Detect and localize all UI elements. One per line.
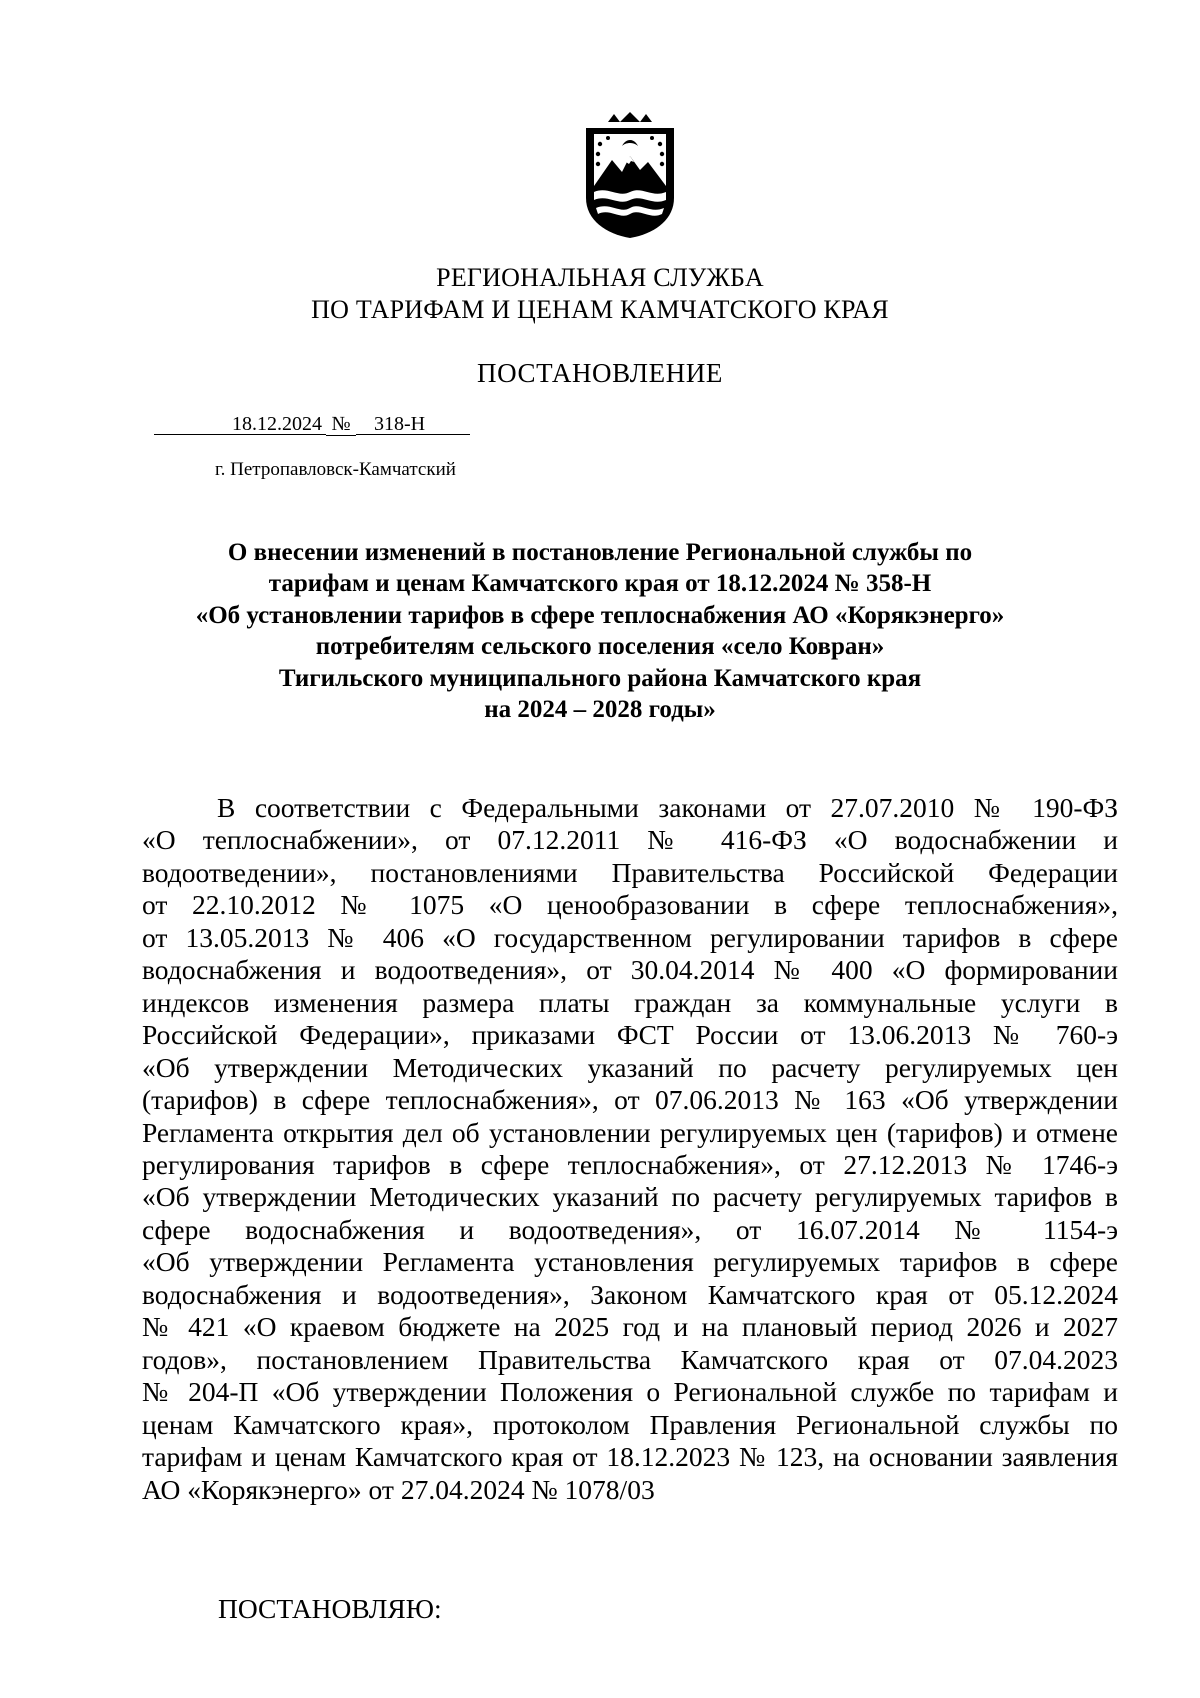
preamble-line: «Об утверждении Методических указаний по расчету регулируемых тарифов в [142,1181,1118,1213]
document-date: 18.12.2024 [154,411,326,435]
org-name-line1: РЕГИОНАЛЬНАЯ СЛУЖБА [436,263,764,292]
document-number: 318-Н [356,411,470,435]
preamble-line: водоснабжения и водоотведения», от 30.04.2014 № 400 «О формировании [142,954,1118,986]
preamble-paragraph [142,792,1118,1506]
preamble-line: индексов изменения размера платы граждан за коммунальные услуги в [142,986,1118,1018]
preamble-line: «О теплоснабжении», от 07.12.2011 № 416-ФЗ «О водоснабжении и [142,824,1118,856]
title-line: потребителям сельского поселения «село Ковран» [315,633,885,661]
preamble-line: В соответствии с Федеральными законами от 27.07.2010 № 190-ФЗ [217,792,1118,823]
preamble-line: АО «Корякэнерго» от 27.04.2024 № 1078/03 [142,1473,655,1505]
number-sign: № [326,411,356,436]
resolution-label: ПОСТАНОВЛЯЮ: [218,1593,442,1624]
preamble-line: водоснабжения и водоотведения», Законом Камчатского края от 05.12.2024 [142,1278,1118,1310]
preamble-line: Российской Федерации», приказами ФСТ России от 13.06.2013 № 760-э [142,1019,1118,1051]
preamble-line: «Об утверждении Регламента установления регулируемых тарифов в сфере [142,1246,1118,1278]
document-type: ПОСТАНОВЛЕНИЕ [476,358,724,388]
preamble-line: «Об утверждении Методических указаний по расчету регулируемых цен [142,1051,1118,1083]
registration-line [154,411,470,439]
preamble-line: сфере водоснабжения и водоотведения», от 16.07.2014 № 1154-э [142,1213,1118,1245]
title-line: на 2024 – 2028 годы» [484,696,716,724]
preamble-line: водоотведении», постановлениями Правительства Российской Федерации [142,856,1118,888]
title-line: тарифам и ценам Камчатского края от 18.12.2024 № 358-Н [268,570,932,598]
coat-of-arms-icon [578,112,682,240]
title-line: Тигильского муниципального района Камчатского края [278,664,922,692]
preamble-line: от 13.05.2013 № 406 «О государственном регулировании тарифов в сфере [142,921,1118,953]
preamble-line: № 421 «О краевом бюджете на 2025 год и на плановый период 2026 и 2027 [142,1311,1118,1343]
preamble-line: годов», постановлением Правительства Камчатского края от 07.04.2023 [142,1343,1118,1375]
preamble-line: тарифам и ценам Камчатского края от 18.12.2023 № 123, на основании заявления [142,1441,1118,1473]
preamble-line: (тарифов) в сфере теплоснабжения», от 07.06.2013 № 163 «Об утверждении [142,1084,1118,1116]
preamble-line: № 204-П «Об утверждении Положения о Региональной службе по тарифам и [142,1376,1118,1408]
preamble-line: Регламента открытия дел об установлении регулируемых цен (тарифов) и отмене [142,1116,1118,1148]
preamble-line: регулирования тарифов в сфере теплоснабжения», от 27.12.2013 № 1746-э [142,1148,1118,1180]
org-name-line2: ПО ТАРИФАМ И ЦЕНАМ КАМЧАТСКОГО КРАЯ [311,295,889,324]
title-line: О внесении изменений в постановление Региональной службы по [227,539,973,566]
document-city: г. Петропавловск-Камчатский [215,459,456,480]
title-line: «Об установлении тарифов в сфере теплоснабжения АО «Корякэнерго» [195,601,1005,629]
preamble-line: от 22.10.2012 № 1075 «О ценообразовании в сфере теплоснабжения», [142,889,1118,921]
document-title [140,537,1060,725]
preamble-line: ценам Камчатского края», протоколом Правления Региональной службы по [142,1408,1118,1440]
